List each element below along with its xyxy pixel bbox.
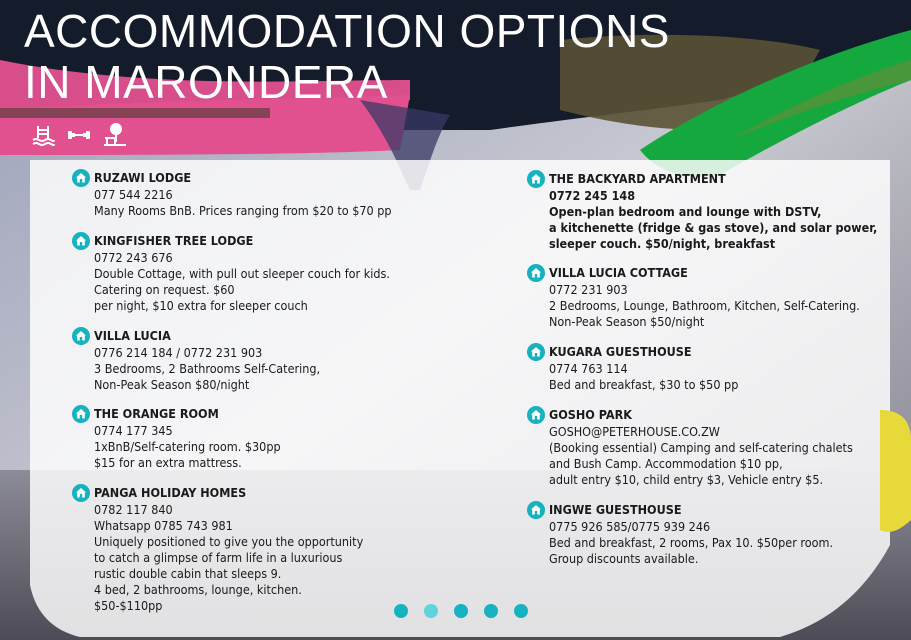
home-pin-icon (72, 169, 90, 187)
yellow-accent (880, 410, 911, 532)
listing-detail: per night, $10 extra for sleeper couch (94, 298, 308, 313)
listing-phone: 0774 763 114 (549, 361, 628, 376)
listing-name: GOSHO PARK (549, 407, 632, 422)
listing-phone: 0782 117 840 (94, 502, 173, 517)
listing-phone: 0772 243 676 (94, 250, 173, 265)
listing-name: VILLA LUCIA COTTAGE (549, 265, 688, 280)
listing-detail: Group discounts available. (549, 551, 699, 566)
page-dot-2[interactable] (424, 604, 438, 618)
listing-detail: adult entry $10, child entry $3, Vehicle entry $5. (549, 472, 824, 487)
listing-name: PANGA HOLIDAY HOMES (94, 485, 247, 500)
listing-name: THE BACKYARD APARTMENT (549, 171, 726, 186)
home-pin-icon (72, 327, 90, 345)
pagination-dots (394, 604, 528, 618)
page-dot-3[interactable] (454, 604, 468, 618)
listing-phone: 077 544 2216 (94, 187, 173, 202)
listing-detail: to catch a glimpse of farm life in a luxurious (94, 550, 343, 565)
title-line-2: IN MARONDERA (24, 56, 388, 108)
home-pin-icon (527, 406, 545, 424)
fitness-icon (66, 122, 92, 148)
listing-detail: Uniquely positioned to give you the opportunity (94, 534, 364, 549)
home-pin-icon (527, 170, 545, 188)
listing-phone: 0772 245 148 (549, 188, 636, 203)
listing-phone: 0772 231 903 (549, 282, 628, 297)
listing-whatsapp: Whatsapp 0785 743 981 (94, 518, 233, 533)
listing-villa-lucia (72, 328, 320, 393)
listing-detail: a kitchenette (fridge & gas stove), and solar power, (549, 220, 878, 235)
picnic-icon (102, 122, 128, 148)
listing-detail: Open-plan bedroom and lounge with DSTV, (549, 204, 822, 219)
listing-detail: $50-$110pp (94, 598, 163, 613)
page-dot-4[interactable] (484, 604, 498, 618)
title-line-1: ACCOMMODATION OPTIONS (24, 5, 670, 57)
listing-detail: Many Rooms BnB. Prices ranging from $20 to $70 pp (94, 203, 392, 218)
listing-name: KUGARA GUESTHOUSE (549, 344, 692, 359)
listing-kugara-guesthouse (527, 344, 738, 393)
home-pin-icon (527, 264, 545, 282)
listing-detail: 2 Bedrooms, Lounge, Bathroom, Kitchen, Self-Catering. (549, 298, 860, 313)
page-dot-5[interactable] (514, 604, 528, 618)
listing-gosho-park (527, 407, 853, 488)
page-title (24, 6, 670, 108)
listing-detail: Double Cottage, with pull out sleeper couch for kids. (94, 266, 390, 281)
listing-phone: 0776 214 184 / 0772 231 903 (94, 345, 263, 360)
listing-villa-lucia-cottage (527, 265, 860, 330)
home-pin-icon (72, 232, 90, 250)
listing-detail: rustic double cabin that sleeps 9. (94, 566, 282, 581)
listing-name: INGWE GUESTHOUSE (549, 502, 682, 517)
listing-detail: and Bush Camp. Accommodation $10 pp, (549, 456, 783, 471)
listing-detail: Catering on request. $60 (94, 282, 235, 297)
listing-kingfisher-tree-lodge (72, 233, 390, 314)
listing-phone: 0775 926 585/0775 939 246 (549, 519, 711, 534)
listing-detail: sleeper couch. $50/night, breakfast (549, 236, 776, 251)
home-pin-icon (72, 405, 90, 423)
listing-detail: Bed and breakfast, 2 rooms, Pax 10. $50per room. (549, 535, 834, 550)
home-pin-icon (72, 484, 90, 502)
listing-ruzawi-lodge (72, 170, 392, 219)
swimming-icon (30, 122, 56, 148)
listing-name: THE ORANGE ROOM (94, 406, 219, 421)
listing-name: KINGFISHER TREE LODGE (94, 233, 254, 248)
amenity-icons (30, 122, 128, 148)
page-dot-1[interactable] (394, 604, 408, 618)
listing-phone: 0774 177 345 (94, 423, 173, 438)
listing-detail: 3 Bedrooms, 2 Bathrooms Self-Catering, (94, 361, 321, 376)
listing-detail: Non-Peak Season $80/night (94, 377, 250, 392)
listing-detail: 1xBnB/Self-catering room. $30pp (94, 439, 281, 454)
listing-panga-holiday-homes (72, 485, 363, 614)
listing-the-backyard-apartment (527, 171, 877, 252)
listing-name: RUZAWI LODGE (94, 170, 192, 185)
listing-detail: $15 for an extra mattress. (94, 455, 242, 470)
listing-the-orange-room (72, 406, 281, 471)
listing-ingwe-guesthouse (527, 502, 833, 567)
listing-detail: Non-Peak Season $50/night (549, 314, 705, 329)
listing-name: VILLA LUCIA (94, 328, 171, 343)
listing-detail: (Booking essential) Camping and self-catering chalets (549, 440, 853, 455)
listing-detail: Bed and breakfast, $30 to $50 pp (549, 377, 739, 392)
home-pin-icon (527, 343, 545, 361)
home-pin-icon (527, 501, 545, 519)
listing-email: GOSHO@PETERHOUSE.CO.ZW (549, 424, 720, 439)
listing-detail: 4 bed, 2 bathrooms, lounge, kitchen. (94, 582, 302, 597)
